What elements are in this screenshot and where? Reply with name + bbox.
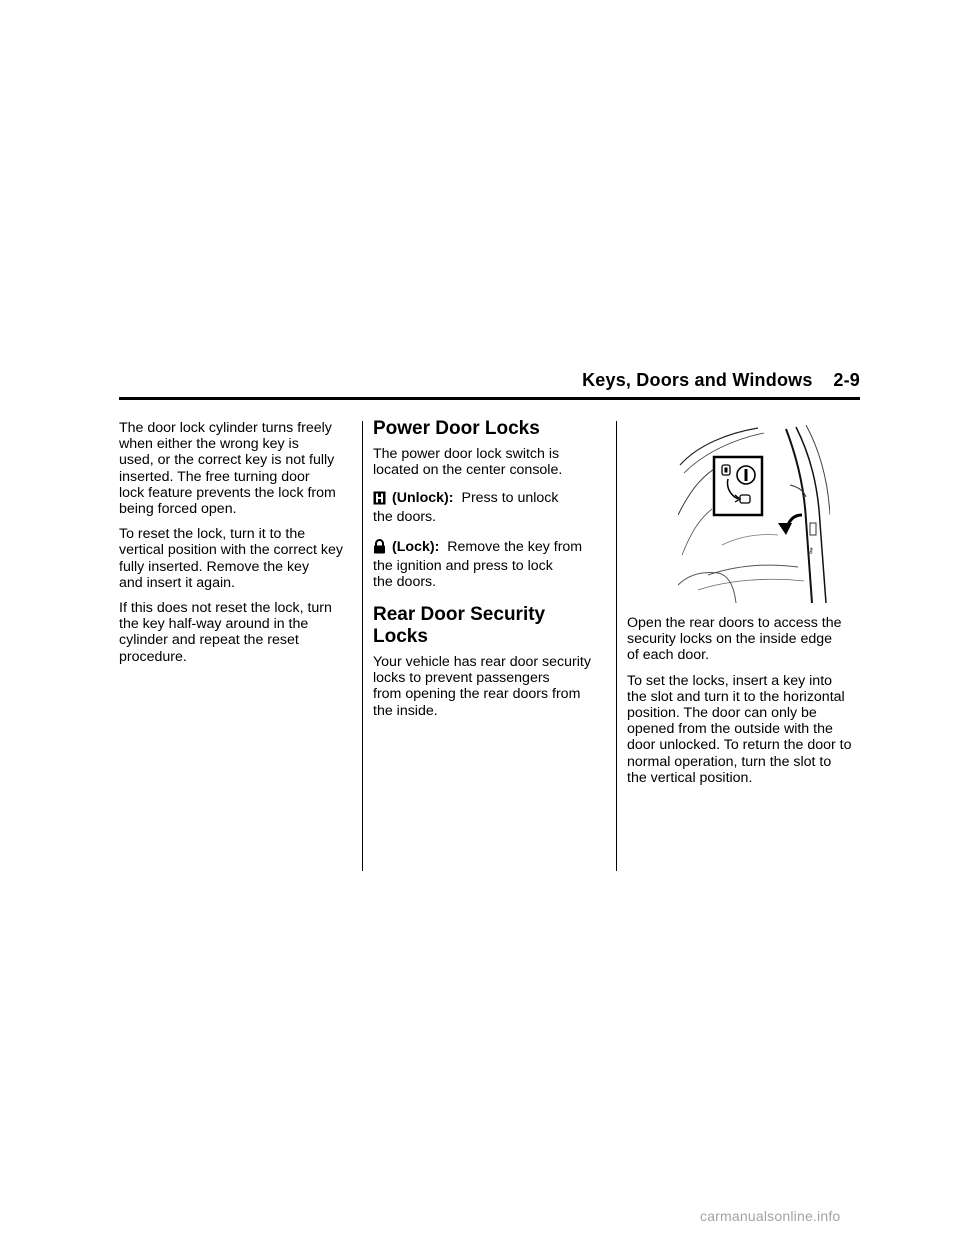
unlock-term: (Unlock): — [392, 490, 454, 507]
column-divider-right — [616, 421, 617, 871]
column-1 — [119, 420, 355, 674]
unlock-definition — [373, 487, 611, 525]
unlock-text-rest: the doors. — [373, 509, 437, 526]
paragraph-cylinder: The door lock cylinder turns freely when either the wrong key is used, or the correct key is not fully inserted. The free turning door lock feature prevents the lock from being forced open. — [119, 420, 336, 518]
paragraph-open-rear-doors: Open the rear doors to access the security locks on the inside edge of each door. — [627, 615, 842, 664]
paragraph-rear-security: Your vehicle has rear door security locks to prevent passengers from opening the rear doors from the inside. — [373, 654, 591, 719]
rear-door-security-lock-illustration — [678, 425, 830, 603]
lock-text-first: Remove the key from — [447, 538, 583, 555]
svg-text:⚷: ⚷ — [808, 546, 814, 555]
footer-watermark: carmanualsonline.info — [700, 1208, 841, 1224]
heading-rear-door-security-locks: Rear Door Security Locks — [373, 604, 546, 648]
page-header — [119, 370, 860, 391]
lock-text-rest: the ignition and press to lock the doors. — [373, 557, 553, 590]
paragraph-half-way: If this does not reset the lock, turn the key half-way around in the cylinder and repeat the reset procedure. — [119, 600, 332, 665]
lock-term: (Lock): — [392, 538, 440, 555]
page-number: 2-9 — [833, 370, 860, 390]
lock-icon — [373, 539, 386, 554]
heading-power-door-locks: Power Door Locks — [373, 418, 540, 439]
column-divider-left — [362, 421, 363, 871]
section-title: Keys, Doors and Windows — [582, 370, 813, 390]
lock-definition — [373, 536, 611, 590]
column-2 — [373, 418, 611, 728]
paragraph-power-intro: The power door lock switch is located on the center console. — [373, 446, 563, 479]
column-3 — [627, 425, 860, 795]
unlock-text-first: Press to unlock — [461, 490, 559, 507]
paragraph-set-locks: To set the locks, insert a key into the slot and turn it to the horizontal position. The door can only be opened from the outside with the door unlocked. To return the door to normal operation, turn the slot to the vertical position. — [627, 672, 852, 786]
unlock-icon — [373, 491, 386, 505]
header-rule — [119, 397, 860, 400]
paragraph-reset: To reset the lock, turn it to the vertical position with the correct key fully inserted. Remove the key and insert it again. — [119, 526, 343, 591]
